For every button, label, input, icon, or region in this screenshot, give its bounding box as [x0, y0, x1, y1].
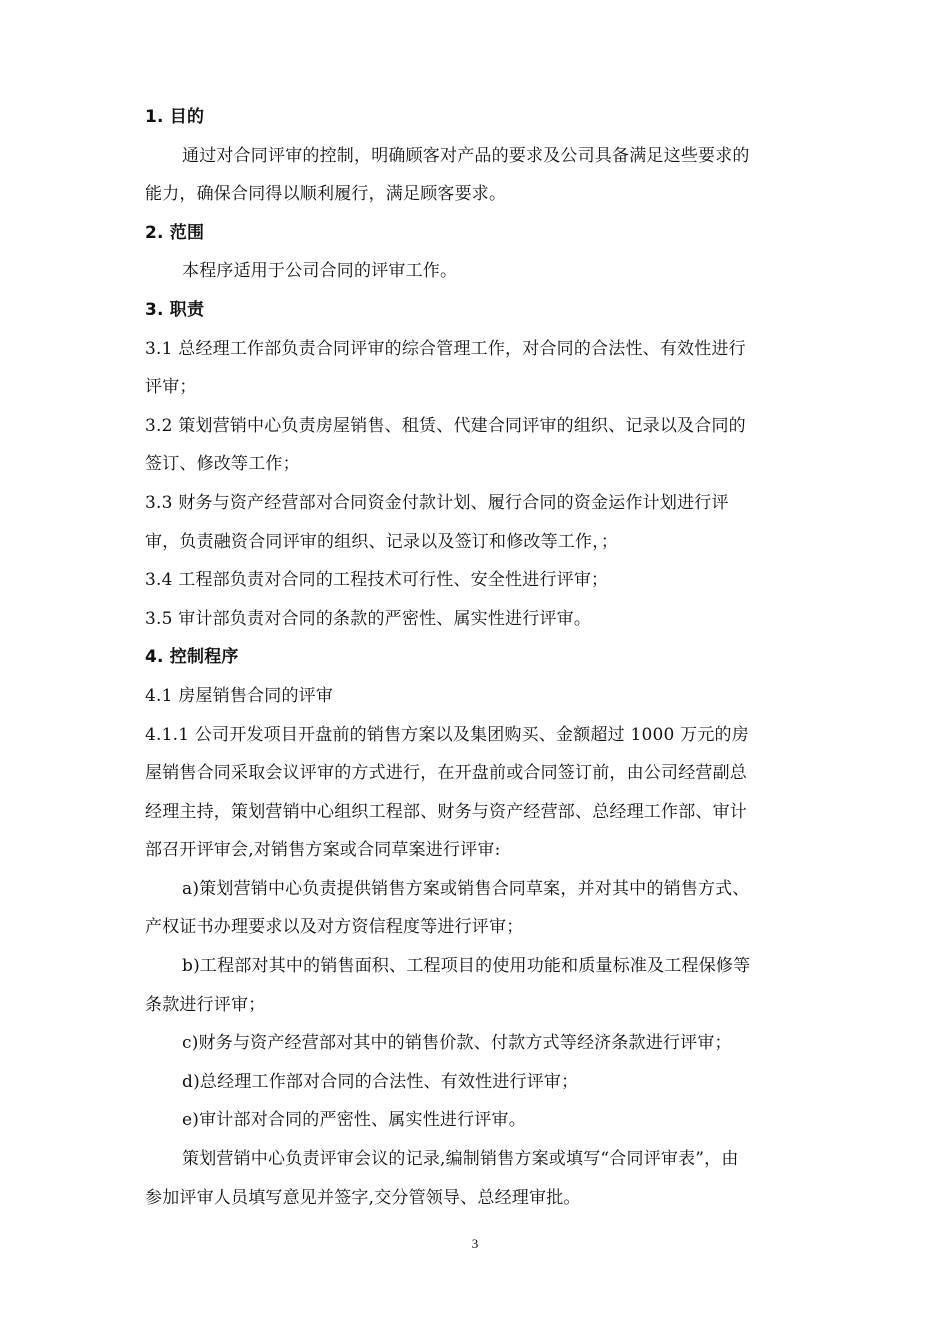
paragraph-line: 评审；: [145, 377, 197, 398]
paragraph-line: 审，负责融资合同评审的组织、记录以及签订和修改等工作，；: [145, 531, 619, 552]
section-heading-control-procedure: 4. 控制程序: [145, 647, 239, 668]
paragraph-line: 3.5 审计部负责对合同的条款的严密性、属实性进行评审。: [145, 608, 592, 629]
list-item-c: c)财务与资产经营部对其中的销售价款、付款方式等经济条款进行评审；: [182, 1033, 732, 1054]
paragraph-line: 能力，确保合同得以顺利履行，满足顾客要求。: [145, 184, 507, 205]
paragraph-line: 签订、修改等工作；: [145, 454, 300, 475]
paragraph-line: 屋销售合同采取会议评审的方式进行，在开盘前或合同签订前，由公司经营副总: [145, 763, 747, 784]
subsection-heading: 4.1 房屋销售合同的评审: [145, 685, 334, 706]
paragraph-line: 经理主持，策划营销中心组织工程部、财务与资产经营部、总经理工作部、审计: [145, 801, 747, 822]
paragraph-line: 3.1 总经理工作部负责合同评审的综合管理工作，对合同的合法性、有效性进行: [145, 338, 746, 359]
paragraph-line: 条款进行评审；: [145, 994, 266, 1015]
paragraph-line: 3.2 策划营销中心负责房屋销售、租赁、代建合同评审的组织、记录以及合同的: [145, 415, 746, 436]
section-heading-scope: 2. 范围: [145, 222, 205, 243]
paragraph-line: 3.3 财务与资产经营部对合同资金付款计划、履行合同的资金运作计划进行评: [145, 492, 729, 513]
document-body: [145, 98, 810, 1217]
paragraph-line: 3.4 工程部负责对合同的工程技术可行性、安全性进行评审；: [145, 570, 609, 591]
section-heading-responsibilities: 3. 职责: [145, 299, 205, 320]
page-number: 3: [471, 1236, 479, 1251]
list-item-e: e)审计部对合同的严密性、属实性进行评审。: [182, 1110, 526, 1131]
paragraph-line: 4.1.1 公司开发项目开盘前的销售方案以及集团购买、金额超过 1000 万元的房: [145, 724, 749, 745]
paragraph-line: 产权证书办理要求以及对方资信程度等进行评审；: [145, 917, 524, 938]
list-item-b: b)工程部对其中的销售面积、工程项目的使用功能和质量标准及工程保修等: [182, 956, 751, 977]
paragraph-line: 策划营销中心负责评审会议的记录,编制销售方案或填写“合同评审表”，由: [182, 1149, 739, 1170]
paragraph-line: 参加评审人员填写意见并签字,交分管领导、总经理审批。: [145, 1187, 581, 1208]
paragraph-line: 部召开评审会,对销售方案或合同草案进行评审:: [145, 840, 501, 861]
list-item-a: a)策划营销中心负责提供销售方案或销售合同草案，并对其中的销售方式、: [182, 878, 750, 899]
paragraph-line: 通过对合同评审的控制，明确顾客对产品的要求及公司具备满足这些要求的: [182, 145, 750, 166]
list-item-d: d)总经理工作部对合同的合法性、有效性进行评审；: [182, 1071, 579, 1092]
paragraph-line: 本程序适用于公司合同的评审工作。: [182, 261, 458, 282]
section-heading-purpose: 1. 目的: [145, 107, 205, 127]
